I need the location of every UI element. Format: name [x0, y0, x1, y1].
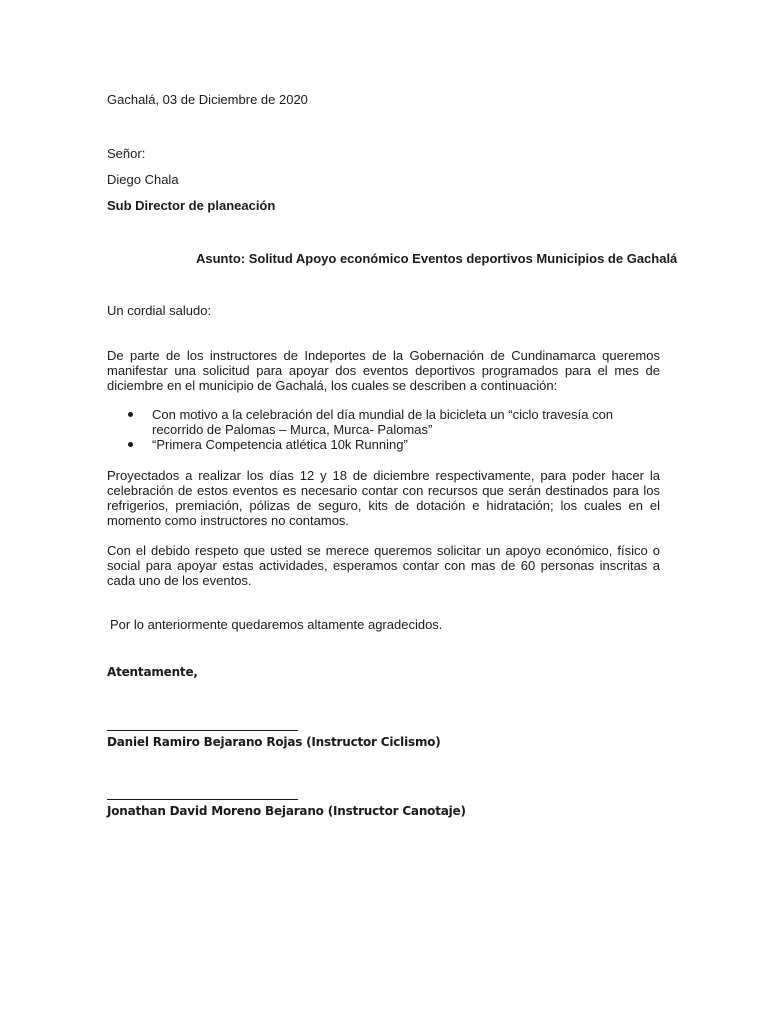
subject-line: Asunto: Solitud Apoyo económico Eventos deportivos Municipios de Gachalá [196, 251, 678, 266]
valediction: Atentamente, [107, 665, 198, 679]
recipient-name: Diego Chala [107, 172, 179, 187]
bullet-icon [128, 412, 133, 417]
event-text: Con motivo a la celebración del día mundial de la bicicleta un “ciclo travesía con recorrido de Palomas – Murca, Murca- Palomas” [152, 407, 614, 437]
paragraph-request: Con el debido respeto que usted se merece queremos solicitar un apoyo económico, físico o social para apoyar estas actividades, esperamos contar con mas de 60 personas inscritas a cada uno de los eventos. [107, 543, 660, 588]
signature-name: Jonathan David Moreno Bejarano (Instructor Canotaje) [107, 804, 466, 818]
event-text: “Primera Competencia atlética 10k Running” [152, 437, 408, 452]
place-date: Gachalá, 03 de Diciembre de 2020 [107, 92, 308, 107]
list-item [107, 437, 660, 452]
greeting: Un cordial saludo: [107, 303, 212, 318]
paragraph-details: Proyectados a realizar los días 12 y 18 de diciembre respectivamente, para poder hacer la celebración de estos eventos es necesario contar con recursos que serán destinados para los refrigerios, premiación, pólizas de seguro, kits de dotación e hidratación; los cuales en el momento como instructores no contamos. [107, 468, 660, 528]
salutation-title: Señor: [107, 146, 146, 161]
signature-line [107, 730, 298, 731]
events-list [107, 407, 660, 452]
closing-line: Por lo anteriormente quedaremos altamente agradecidos. [110, 617, 443, 632]
paragraph-intro: De parte de los instructores de Indeportes de la Gobernación de Cundinamarca queremos manifestar una solicitud para apoyar dos eventos deportivos programados para el mes de diciembre en el municipio de Gachalá, los cuales se describen a continuación: [107, 348, 660, 393]
bullet-icon [128, 442, 133, 447]
signature-line [107, 799, 298, 800]
signature-name: Daniel Ramiro Bejarano Rojas (Instructor Ciclismo) [107, 735, 441, 749]
list-item [107, 407, 660, 437]
recipient-role: Sub Director de planeación [107, 198, 276, 213]
